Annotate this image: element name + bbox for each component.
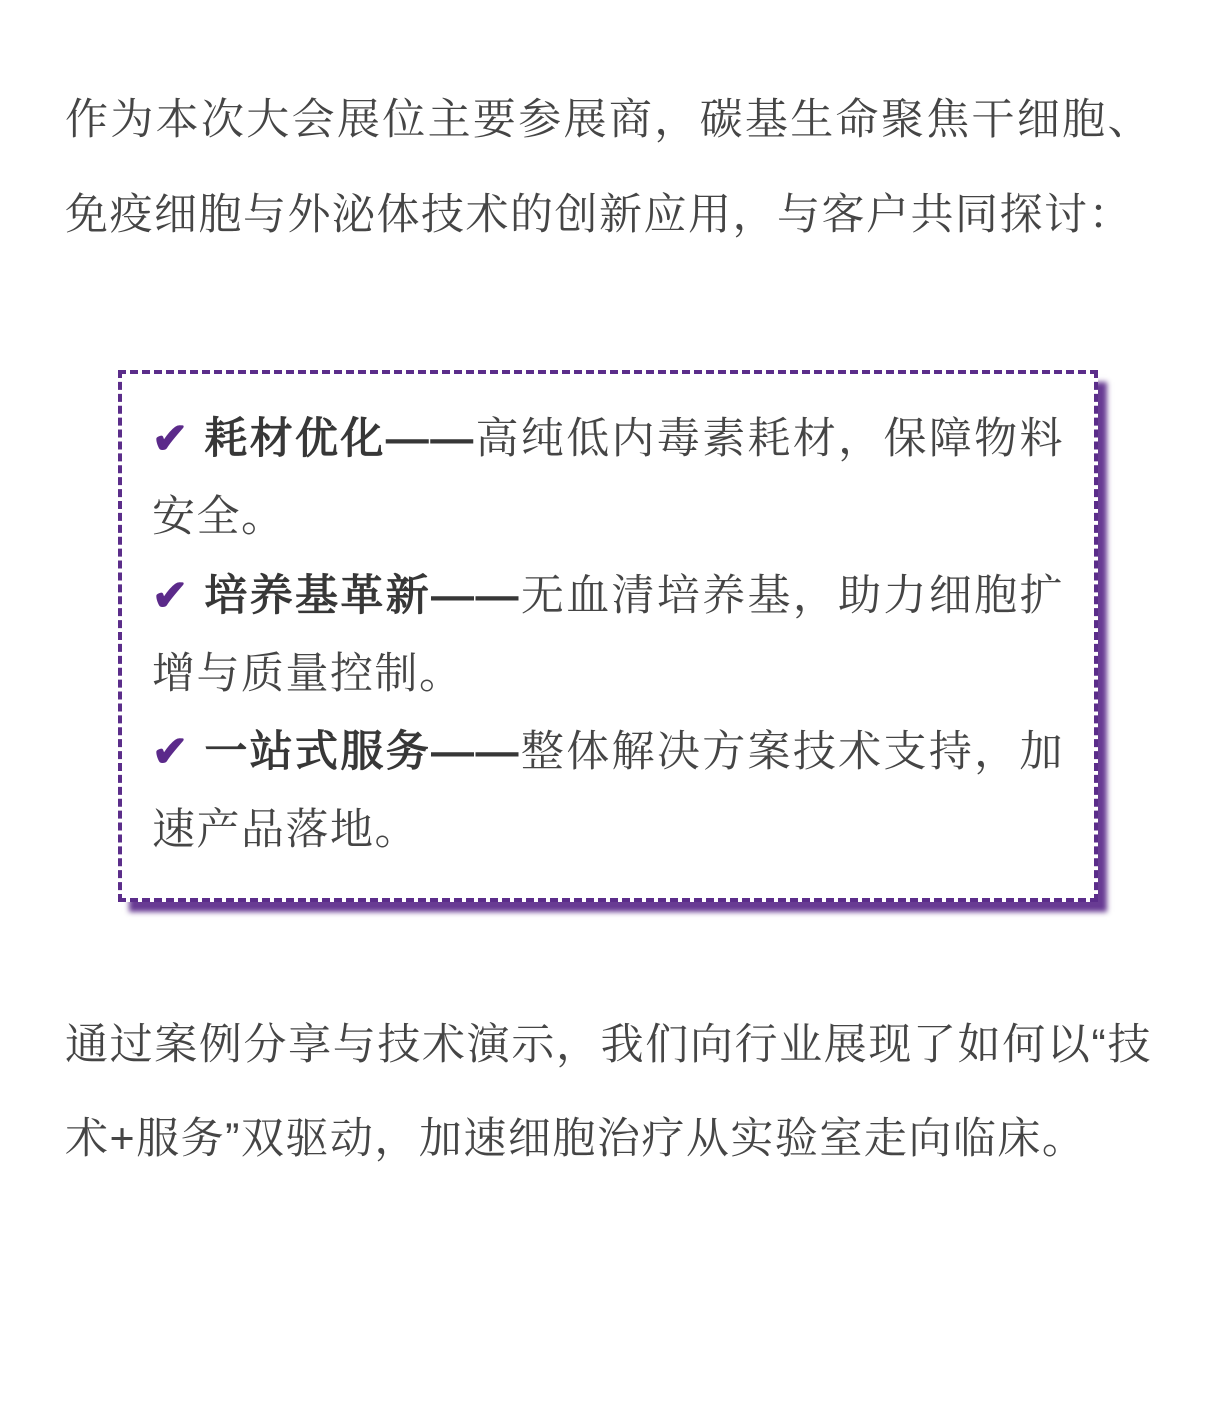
bullet-text: 高纯低内毒素耗材，保障物料安全。 <box>152 415 1065 542</box>
check-icon: ✔ <box>152 728 190 777</box>
bullet-text: 整体解决方案技术支持，加速产品落地。 <box>152 728 1065 855</box>
highlight-box <box>118 370 1098 902</box>
bullet-label: 耗材优化—— <box>203 415 475 464</box>
bullet-label: 培养基革新—— <box>203 571 521 620</box>
bullet-item-service <box>152 713 1064 870</box>
bullet-label: 一站式服务—— <box>203 728 521 777</box>
bullet-text: 无血清培养基，助力细胞扩增与质量控制。 <box>152 571 1065 698</box>
intro-paragraph: 作为本次大会展位主要参展商，碳基生命聚焦干细胞、免疫细胞与外泌体技术的创新应用，与客户共同探讨： <box>65 96 1152 239</box>
bullet-item-consumables <box>152 400 1064 557</box>
check-icon: ✔ <box>152 571 190 620</box>
closing-paragraph: 通过案例分享与技术演示，我们向行业展现了如何以“技术+服务”双驱动，加速细胞治疗从实验室走向临床。 <box>65 1020 1152 1164</box>
bullet-item-medium <box>152 557 1064 714</box>
check-icon: ✔ <box>152 415 190 464</box>
